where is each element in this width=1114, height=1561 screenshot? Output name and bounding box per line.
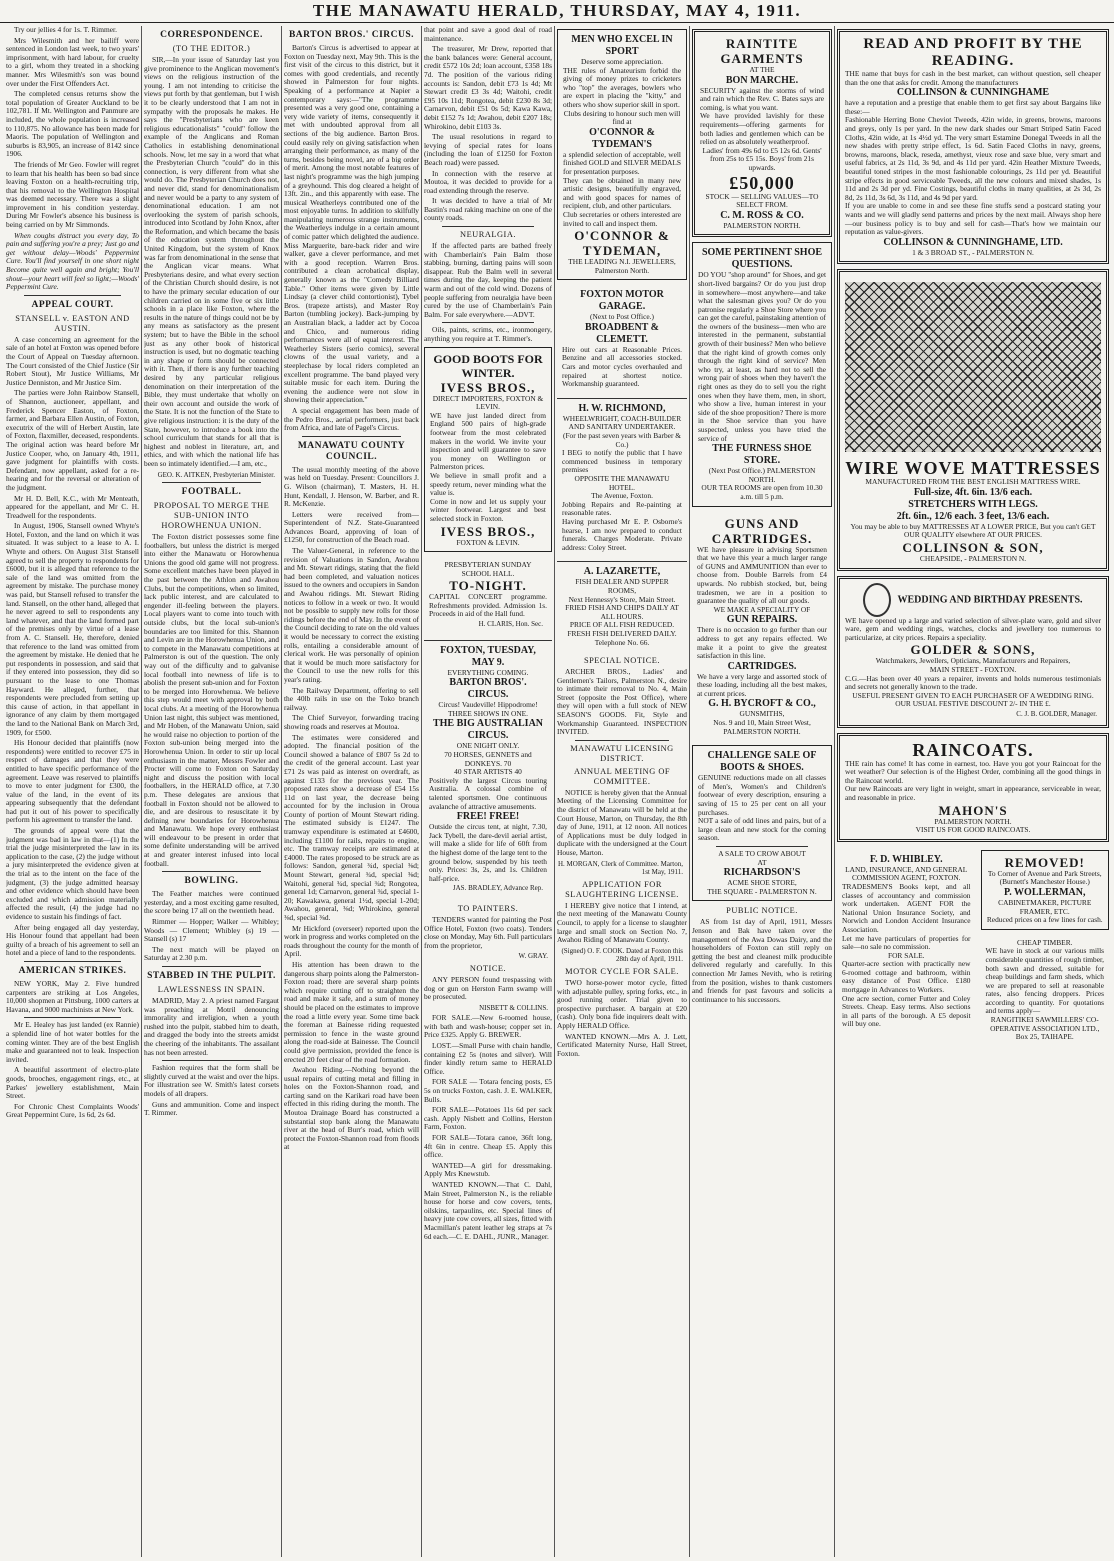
ad-subline: PRESBYTERIAN SUNDAY SCHOOL HALL. bbox=[444, 560, 532, 578]
ad-location: Next Hennessy's Store, Main Street. bbox=[568, 594, 676, 604]
ad-subline: Deserve some appreciation. bbox=[581, 57, 663, 66]
ad-body: There is no occasion to go further than our address to get any repairs effected. We make it a point to give the greatest satisfaction in this line. bbox=[697, 625, 827, 661]
ad-subline: WHEELWRIGHT, COACH-BUILDER AND SANITARY UNDERTAKER. bbox=[562, 413, 682, 432]
ad-wire-mattresses bbox=[837, 269, 1109, 570]
ad-firm: G. H. BYCROFT & CO., bbox=[708, 698, 816, 710]
article-paragraph: Mr Hickford (overseer) reported upon the work in progress and works completed on the roads throughout the county for the month of April. bbox=[284, 923, 419, 959]
ad-headline: CHALLENGE SALE OF BOOTS & SHOES. bbox=[707, 750, 817, 774]
ad-firm: THE FURNESS SHOE STORE. bbox=[712, 443, 812, 467]
ad-body: a splendid selection of acceptable, well finished GOLD and SILVER MEDALS for presentation purposes. bbox=[563, 149, 681, 176]
classified-signature: (Signed) O. F. COOK. Dated at Foxton this 28th day of April, 1911. bbox=[561, 946, 683, 964]
headline-appeal-court: APPEAL COURT. bbox=[31, 299, 114, 310]
classified: AS from 1st day of April, 1911, Messrs Jenson and Bak have taken over the management of the Awa Dowas Dairy, and the householders of Foxton can still reply on getting the best and cleanest milk producible delivered regularly and carefully. In this connection Mr James Nevith, who is retiring from the position, wishes to thank customers and friends for past favours and solicits a continuance to his successors. bbox=[692, 917, 832, 1004]
article-paragraph: Mr H. D. Bell, K.C., with Mr Menteath, appeared for the appellant, and Mr C. H. Treadwell for the respondents. bbox=[6, 493, 139, 520]
poem-ad: When coughs distract you every day, To pain and suffering you're a prey; Just go and get without delay—Woods' Peppermint Cure. You'll find yourself in one short night Become quite well again and bright; You'll shout—your heart will feel so light;—Woods' Peppermint Cure. bbox=[6, 230, 139, 292]
divider bbox=[302, 436, 401, 437]
ad-firm: MAHON'S bbox=[938, 802, 1008, 818]
ad-body: Outside the circus tent, at night, 7.30, Jack Tybell, the dare-devil aerial artist, will make a slide for life of 60ft from the highest dome of the large tent to the ground below, suspended by his teeth only. Prices: 3s, 2s, and 1s. Children half-price. bbox=[429, 822, 547, 883]
ad-body: Come in now and let us supply your winter footwear. Largest and best selected stock in Foxton. bbox=[430, 496, 546, 523]
ad-lazarette bbox=[557, 561, 687, 651]
divider bbox=[716, 846, 808, 847]
column-1 bbox=[6, 26, 139, 1557]
ad-body: TRADESMEN'S Books kept, and all classes of accountancy and commission work undertaken. AGENT FOR the National Union Insurance Society, and Norwich and London Accident Insurance Association. bbox=[842, 881, 971, 934]
article-paragraph: His attention has been drawn to the dangerous sharp points along the Palmerston-Foxton road; there are several sharp points which require cutting off to straighten the road and make it safe, and a sum of money should be placed on the estimates to improve the road a little every year. Some time back the foreman at Bainesse riding requested permission to fence in the waste ground along the road-side at Bainesse. The Council could give permission, provided the fence is erected 20 feet clear of the road formation. bbox=[284, 959, 419, 1064]
divider bbox=[162, 1060, 261, 1061]
ad-firm: RICHARDSON'S bbox=[723, 867, 801, 879]
article-paragraph: The next match will be played on Saturday at 2.30 p.m. bbox=[144, 944, 279, 963]
ad-subline: ONE NIGHT ONLY. bbox=[456, 741, 520, 751]
ad-firm: H. W. RICHMOND, bbox=[578, 402, 666, 414]
ad-firm: COLLINSON & CUNNINGHAME, LTD. bbox=[883, 236, 1063, 248]
article-paragraph: The usual monthly meeting of the above was held on Tuesday. Present: Councillors J. G. Wilson (chairman), T. Masters, H. H. Hunt, Kendall, J. Henson, W. Barber, and R. R. McKenzie. bbox=[284, 464, 419, 509]
ad-location: The Avenue, Foxton. bbox=[591, 491, 653, 501]
column-rule bbox=[281, 26, 282, 1557]
ad-body: PRICE OF ALL FISH REDUCED. bbox=[569, 620, 675, 630]
ad-location: (Next Post Office.) PALMERSTON NORTH. bbox=[708, 466, 816, 484]
divider bbox=[575, 740, 669, 741]
news-item: A beautiful assortment of electro-plate goods, brooches, engagement rings, etc., at Parkes' jewellery establishment, Main Street. bbox=[6, 1065, 139, 1101]
column-7 bbox=[837, 26, 1109, 1557]
news-item: Try our jellies 4 for 1s. T. Rimmer. bbox=[14, 26, 117, 34]
article-paragraph: The Feather matches were continued yesterday, and a most exciting game resulted, the score being 17 all on the twentieth head. bbox=[144, 889, 279, 916]
headline-correspondence: CORRESPONDENCE. bbox=[160, 30, 263, 40]
column-rule bbox=[834, 26, 835, 1557]
ad-headline: CARTRIDGES. bbox=[727, 660, 797, 672]
ad-firm: A. LAZARETTE, bbox=[583, 566, 661, 578]
ad-subline: Watchmakers, Jewellers, Opticians, Manufacturers and Repairers, bbox=[875, 656, 1071, 666]
ad-firm: GOLDER & SONS, bbox=[910, 642, 1036, 658]
classified-signature: H. MORGAN, Clerk of Committee. Marton, 1st May, 1911. bbox=[557, 859, 683, 877]
ad-furness-shoes bbox=[692, 242, 832, 506]
ad-subline: DIRECT IMPORTERS, FOXTON & LEVIN. bbox=[432, 393, 544, 412]
subheadline: ANNUAL MEETING OF COMMITTEE. bbox=[573, 766, 671, 786]
ad-headline: RAINTITE GARMENTS bbox=[720, 36, 804, 66]
ad-body: CAPITAL CONCERT programme. Refreshments provided. Admission 1s. Proceeds in aid of the Hall fund. bbox=[429, 592, 547, 619]
ad-headline: SOME PERTINENT SHOE QUESTIONS. bbox=[701, 247, 823, 271]
ad-body: You may be able to buy MATTRESSES AT A LOWER PRICE, But you can't GET OUR QUALITY elsewhere AT OUR PRICES. bbox=[850, 521, 1096, 540]
ad-stack bbox=[981, 847, 1110, 1051]
article-paragraph: MADRID, May 2. A priest named Fargaut was preaching at Motril denouncing immorality and irreligion, when a youth rushed into the pulpit, stabbed him to death, and dragged the body into the streets amidst the cheering of the inhabitants. The assailant has not been arrested. bbox=[144, 996, 279, 1057]
ad-location: FOXTON & LEVIN. bbox=[456, 537, 520, 547]
ad-subline: LAND, INSURANCE, AND GENERAL COMMISSION AGENT, FOXTON. bbox=[845, 864, 968, 883]
ad-headline: REMOVED! bbox=[1004, 854, 1085, 870]
ad-firm: BROADBENT & CLEMETT. bbox=[585, 321, 659, 345]
ad-mahons-raincoats bbox=[837, 733, 1109, 842]
ad-body: Having purchased Mr E. P. Osborne's hearse, I am now prepared to conduct funerals. Charges Moderate. Private address: Coley Street. bbox=[562, 516, 682, 552]
headline-special-notice: SPECIAL NOTICE. bbox=[583, 656, 661, 666]
ad-body: We believe in small profit and a speedy return, never minding what the value is. bbox=[430, 470, 546, 498]
divider bbox=[442, 226, 534, 227]
ad-headline: GOOD BOOTS FOR WINTER. bbox=[433, 351, 543, 380]
ad-ivess-boots bbox=[424, 347, 552, 553]
ad-subline: FISH DEALER AND SUPPER ROOMS, bbox=[575, 577, 669, 595]
column-rule bbox=[421, 26, 422, 1557]
ad-headline: READ AND PROFIT BY THE READING. bbox=[863, 36, 1083, 69]
ad-body: WE have opened up a large and varied selection of silver-plate ware, gold and silver ware, gem and wedding rings, watches, clocks and jewellery too numerous to particularize, at city prices. Repairs a speciality. bbox=[845, 615, 1101, 642]
classified: ANY PERSON found trespassing with dog or gun on Herston Farm swamp will be prosecuted. bbox=[424, 974, 552, 1002]
ad-prices: Ladies' from 49s 6d to £5 12s 6d. Gents' from 25s to £5 15s. Boys' from 21s upwards. bbox=[702, 145, 822, 172]
headline-stabbed: STABBED IN THE PULPIT. bbox=[147, 971, 276, 981]
ad-body: THE rain has come! It has come in earnest, too. Have you got your Raincoat for the wet weather? Our selection is of the Highest Order, combining all the good things in the Raincoat world. bbox=[845, 758, 1101, 785]
ad-subline: A SALE TO CROW ABOUT bbox=[718, 849, 806, 858]
ad-body: DO YOU "shop around" for Shoes, and get short-lived bargains? Or do you just drop in somewhere—most anywhere—and take what the salesman gives you? Or do you patronise regularly a Shoe Store where you can get the careful, painstaking attention of the owners of the business—men who are interested in the permanent, substantial growth of their business? Men who believe that the right kind of growth comes only through the right kind of service? Men who try, at least, as hard not to sell the wrong pair of shoes when they haven't the right ones as they do to sell you the right ones when they have them, men, in short, who show a live, human interest in your side of the shoe proposition? There is more in the Shoe service than you have suspected, unless you have tried the service of bbox=[698, 270, 826, 443]
article-paragraph: A special engagement has been made of the Pedro Bros., aerial performers, just back from Africa, and late of Pagel's Circus. bbox=[284, 405, 419, 433]
ad-body: Circus! Vaudeville! Hippodrome! THREE SHOWS IN ONE. bbox=[438, 700, 538, 718]
column-rule bbox=[689, 26, 690, 1557]
ad-location: CHEAPSIDE, - PALMERSTON N. bbox=[919, 554, 1027, 564]
ad-headline: FOXTON, TUESDAY, MAY 9. bbox=[440, 644, 536, 668]
letter-signature: GEO. K. AITKEN, Presbyterian Minister. bbox=[157, 470, 275, 479]
ad-headline: THE BIG AUSTRALIAN CIRCUS. bbox=[432, 718, 544, 742]
headline-bowling: BOWLING. bbox=[184, 876, 239, 887]
ad-body: WE have in stock at our various mills considerable quantities of rough timber, both sawn and dressed, suitable for cheap buildings and farm sheds, which we are prepared to sell at reasonable rates, also fencing droppers. Prices according to quantity. For quotations and terms apply— bbox=[985, 946, 1104, 1016]
classified: WANTED—A girl for dressmaking. Apply Mrs Knewstub. bbox=[424, 1160, 552, 1179]
article-paragraph: The usual resolutions in regard to levying of special rates for loans (including the loan of £1250 for Foxton Beach road) were passed. bbox=[424, 132, 552, 167]
ad-firm: RANGITIKEI SAWMILLERS' CO-OPERATIVE ASSOCIATION LTD., Box 25, TAIHAPE. bbox=[990, 1015, 1100, 1042]
news-item: The completed census returns show the total population of Greater Auckland to be 102,781. If Mt. Wellington and Panmure are included, the whole population is increased to 110,875. No allowance has been made for Maoris. The population of Wellington and suburbs is 83,905, an increase of 8142 since 1906. bbox=[6, 89, 139, 159]
ad-headline bbox=[845, 583, 1101, 617]
headline-county-council: MANAWATU COUNTY COUNCIL. bbox=[297, 440, 406, 462]
ad-body: 40 STAR ARTISTS 40 bbox=[454, 767, 522, 777]
ad-headline: CHEAP TIMBER. bbox=[1017, 937, 1073, 947]
article-paragraph: In connection with the reserve at Moutoa, it was decided to provide for a road extending through the reserve. bbox=[424, 168, 552, 195]
ad-motor-garage bbox=[557, 285, 687, 393]
ad-price: 2ft. 6in., 12/6 each. 3 feet, 13/6 each. bbox=[896, 510, 1050, 522]
news-item: Fashion requires that the form shall be slightly curved at the waist and over the hips. For illustration see W. Smith's latest corsets models of all drapers. bbox=[144, 1063, 279, 1098]
ad-subline: AT THE bbox=[749, 65, 775, 74]
ad-circus bbox=[424, 640, 552, 899]
ad-body: SECURITY against the storms of wind and rain which the Rev. C. Bates says are coming, is what you want. bbox=[700, 85, 824, 112]
ad-subline: STOCK — SELLING VALUES—TO SELECT FROM. bbox=[705, 191, 819, 210]
article-paragraph: In August, 1906, Stansell owned Whyte's Hotel, Foxton, and the land on which it was situated. It was subject to a lease to A. I. Whyte and others. On August 31st Stansell agreed to sell the property to respondents for £6000, but it is alleged that reference to the sale of the land was omitted from the agreement by mistake. The purchase money was paid, but Stansell refused to transfer the land. Stansell, on the other hand, alleged that he never agreed to sell to respondents any land whatever, and that the land formed part of the premises only by virtue of a lease from A. C. Stansell. He, therefore, denied that reference to the land was omitted from the agreement by mistake. He denied that he put respondents in possession, and said that if they entered into possession, they did so pursuant to the lease to one Thomas Hayward. He alleged, further, that respondents were precluded from setting up this cause of action, in that appellant in ignorance of any claim by them mortgaged the land to the National Bank on March 3rd, 1909, for £500. bbox=[6, 521, 139, 737]
news-item: Oils, paints, scrims, etc., ironmongery, anything you require at T. Rimmer's. bbox=[424, 325, 552, 343]
column-6 bbox=[692, 26, 832, 1557]
article-paragraph: that point and save a good deal of road maintenance. bbox=[424, 26, 552, 43]
headline-neuralgia: NEURALGIA. bbox=[460, 230, 516, 240]
ad-headline-text: WEDDING AND BIRTHDAY PRESENTS. bbox=[897, 593, 1083, 605]
ad-body: GENUINE reductions made on all classes of Men's, Women's and Children's footwear of every description, ensuring a saving of 15 to 25 per cent on all your purchases. bbox=[698, 773, 826, 817]
ad-body: 70 HORSES, GENNETS and DONKEYS. 70 bbox=[444, 750, 532, 768]
ad-raintite bbox=[692, 29, 832, 237]
headline-licensing: MANAWATU LICENSING DISTRICT. bbox=[570, 743, 674, 763]
article-paragraph: Barton's Circus is advertised to appear at Foxton on Tuesday next, May 9th. This is the first visit of the circus to this district, but it comes with good credentials, and recently showed in Palmerston for four nights. Speaking of a performance at Napier a contemporary says:—"The programme presented was a very good one, containing a very wide variety of items, consequently it met with undoubted approval from all sections of the big audience. Barton Bros. could easily rely on giving satisfaction when arranging their performance, as many of the turns, besides being novel, are of a big order of merit. Among the most notable features of last night's programme was the high jumping of a greyhound. This dog cleared a height of 13ft. 2in., and this apparently with ease. The musical Weatherleys contributed one of the most enjoyable turns. In addition to skilfully manipulating numerous strange instruments, the Weatherleys indulge in a certain amount of comic patter which delighted the audience. Miss Marguerite, bare-back rider and wire walker, gave a clever performance, and met with a good reception. Warren Bros. contributed a clean acrobatical display, generally known as the "Comedy Billiard Table." Other items were given by Little Lindsay (a clever child contortionist), Tybel Bros. (trapeze artists), and Master Roy Barton (tumbling jockey). Back-jumping by an Australian black, a ladder act by Cocoa and Chico, and numerous riding performances were all of equal interest. The Weatherley Sisters (serio comics), several clowns of the usual variety, and a steeplechase by local riders completed an excellent programme. The band played very suitable music for each item. During the evening the audience were not slow in showing their appreciation." bbox=[284, 43, 419, 405]
headline-american-strikes: AMERICAN STRIKES. bbox=[18, 965, 127, 976]
article-paragraph: The Chief Surveyor, forwarding tracing showing roads and reserves at Moutoa. bbox=[284, 713, 419, 731]
ad-subline: FOR SALE. bbox=[887, 950, 925, 960]
classified: LOST.—Small Purse with chain handle, containing £2 5s (notes and silver). Will finder kindly return same to HERALD Office. bbox=[424, 1041, 552, 1076]
ad-location: Palmerston North. bbox=[594, 265, 650, 275]
ad-body: OUR TEA ROOMS are open from 10.30 a.m. till 5 p.m. bbox=[701, 483, 823, 501]
ad-body: Hire out cars at Reasonable Prices. Benzine and all accessories stocked. Cars and motor cycles overhauled and repaired at shortest notice. Workmanship guaranteed. bbox=[562, 344, 682, 389]
ad-body: THE rules of Amateurism forbid the giving of money prizes to cricketers who "top" the averages, bowlers who are expert in placing the "kitty," and others who show superior skill in sport. bbox=[563, 65, 681, 109]
ad-subline: AT bbox=[757, 857, 767, 867]
classified: FOR SALE—Potatoes 11s 6d per sack cash. Apply Nisbett and Collins, Herston Farm, Foxton. bbox=[424, 1105, 552, 1132]
headline-public-notice: PUBLIC NOTICE. bbox=[726, 906, 798, 916]
ad-firm: COLLINSON & SON, bbox=[902, 540, 1044, 556]
ad-bycroft-guns bbox=[692, 512, 832, 741]
article-paragraph: Awahou Riding.—Nothing beyond the usual repairs of cutting metal and filling in holes on the Foxton-Shannon road, and carting sand on the Karikari road have been effected in this riding during the month. The Moutoa Drainage Board has constructed a substantial stop bank along the Manawatu river at the head of Burr's road, which will protect the Foxton-Shannon road from floods at bbox=[284, 1065, 419, 1152]
ad-headline: STRETCHERS WITH LEGS. bbox=[908, 498, 1038, 510]
classified: I HEREBY give notice that I intend, at the next meeting of the Manawatu County Council, to apply for a license to slaughter large and small stock on Section No. 7, Awahou Riding of Manawatu County. bbox=[557, 900, 687, 945]
ad-body: Our new Raincoats are very light in weight, smart in appearance, serviceable in wear, and reasonable in price. bbox=[845, 784, 1101, 802]
ad-body: (For the past seven years with Barber & Co.) bbox=[562, 431, 681, 449]
classified: FOR SALE — Totara fencing posts, £5 5s on trucks Foxton, cash. J. E. WALKER, Bulls. bbox=[424, 1077, 552, 1104]
ad-body: Quarter-acre section with practically new 6-roomed cottage and bathroom, within easy distance of Post Office. £180 mortgage in Advances to Workers. bbox=[842, 959, 971, 995]
ad-body: NOT a sale of odd lines and pairs, but of a large clean and new stock for the coming season. bbox=[698, 816, 826, 843]
divider bbox=[24, 295, 121, 296]
ad-subline: GUNSMITHS, bbox=[739, 709, 785, 719]
ad-subline: WE MAKE A SPECIALITY OF bbox=[713, 604, 811, 614]
ad-body: have a reputation and a prestige that enable them to get first say about Bargains like these:— bbox=[845, 98, 1101, 116]
ad-headline: WIRE WOVE MATTRESSES bbox=[845, 458, 1101, 479]
article-paragraph: A case concerning an agreement for the sale of an hotel at Foxton was opened before the Court of Appeal on Tuesday afternoon. The Court consisted of the Chief Justice (Sir Robert Stout), Mr Justice Williams, Mr Justice Denniston, and Mr Justice Sim. bbox=[6, 334, 139, 387]
divider bbox=[24, 1017, 121, 1018]
divider bbox=[442, 322, 534, 323]
ad-price: Full-size, 4ft. 6in. 13/6 each. bbox=[913, 486, 1033, 498]
column-4 bbox=[424, 26, 552, 1557]
ad-signature: C. J. B. GOLDER, Manager. bbox=[1016, 710, 1097, 718]
ad-concert bbox=[424, 557, 552, 635]
subheadline: LAWLESSNESS IN SPAIN. bbox=[157, 985, 266, 994]
classified: NOTICE is hereby given that the Annual Meeting of the Licensing Committee for the district of Manawatu will be held at the Court House, Marton, on Thursday, the 8th day of June, 1911, at 12 noon. All notices of Applications must be duly lodged in duplicate with the undersigned at the Court House, Marton. bbox=[557, 787, 687, 857]
ad-body: Telephone No. 66. bbox=[594, 637, 650, 647]
classified: FOR SALE.—New 6-roomed house, with bath and wash-house; copper set in. Price £325. Apply G. BREWER. bbox=[424, 1013, 552, 1040]
ad-body: Let me have particulars of properties for sale—no sale no commission. bbox=[842, 933, 971, 952]
ad-body: One acre section, corner Futter and Coley Streets. Cheap. Easy terms. Also sections in all parts of the borough. A £5 deposit will buy one. bbox=[842, 993, 971, 1029]
ad-oconnor-tydeman bbox=[557, 29, 687, 280]
ad-body: If you are unable to come in and see these fine stuffs send a postcard stating your wants and we will gladly send patterns and prices by the next mail. Always shop here—our business policy is to buy and sell for cash—That's how we maintain our reputation as value-givers. bbox=[845, 201, 1101, 237]
letter-body: SIR,—In your issue of Saturday last you give prominence to the Anglican movement's views on the religious instruction of the young. I am not intending to criticise the views put forth by that gentleman, but I wish it to be clearly understood that I am not in sympathy with the proposals he makes. He says the "Presbyterians who are keen religious educationalists" "could" follow the example of the Anglicans and Roman Catholics in establishing denominational schools. Now, let me say in a word that what the Presbyterian Church "could" do in this connection, is very different from what she would do. The Presbyterian Church does not, and never did, stand for denominationalism and never would be a party to any system of denominational education. I am not overlooking the system of parish schools, introduced into Scotland by John Knox, after the Reformation, and which became the basis of the education system throughout the United Kingdom, but the system of Knox was far from denominational in the sense that the Anglican vicar means. What Presbyterians desire, and what every section of the Christian Church should desire, is not to have the primary secular education of our children carried on in some five or six little schools in a place like Foxton, where the results in the nature of things could not be by any means as satisfactory as the present system; but to have the Bible in the school just as any other book of historical instruction is used, but no dogmatic teaching in any shape or form should be connected with it. Then, if there is any further teaching desired by any particular religious denomination on their interpretation of the Bible, they must undertake that wholly on their own account and outside the work of the State. It is not the function of the State to give religious instruction: it is the duty of the State, however, to introduce a book into the school curriculum that stands for all that is highest and noblest in literature, art, and ethics, and with which the national life has been so intimately identified.—I am, etc., bbox=[144, 55, 279, 468]
ad-challenge-sale bbox=[692, 745, 832, 901]
ad-body: Reduced prices on a few lines for cash. bbox=[986, 915, 1103, 925]
ad-body: WE have pleasure in advising Sportsmen that we have this year a much larger range of GUNS and AMMUNITION than ever to choose from. Double Barrels from £4 upwards. No rubbish stocked, but, being tradesmen, we are in a position to guarantee the quality of all our goods. bbox=[697, 544, 827, 606]
column-5 bbox=[557, 26, 687, 1557]
ad-subline: ACME SHOE STORE, bbox=[727, 878, 797, 888]
column-rule bbox=[141, 26, 142, 1557]
article-paragraph: The estimates were considered and adopted. The financial position of the Council showed a balance of £807 5s 2d to the credit of the general account. Last year £71 2s was paid as interest on overdraft, as against £133 for the previous year. The proposed rates show a decrease of £54 15s 11d on last year, the decrease being accounted for by the inclusion in Oroua County of portion of Mount Stewart riding. The estimated subsidy is £1247. The tramway expenditure is estimated at £4600, including £1100 for rails, repairs to engine, etc. The tramway receipts are estimated at £4000. The rates proposed to be struck are as follows: Sandon, general ¾d, special ⅜d; Mount Stewart, general ¾d, special ⅜d; Waitohi, general ¾d, special ¾d; Rongotea, general 1d; Carnarvon, general ¾d, special 1-20; Kawakawa, general 1½d, special 1-20d; Awahou, general, ⅜d; Whirokino, general ⅜d, special ⅜d. bbox=[284, 732, 419, 922]
ad-body: Club secretaries or others interested are invited to call and inspect them. bbox=[563, 209, 681, 228]
ad-cheap-timber bbox=[981, 935, 1110, 1046]
subheadline: (TO THE EDITOR.) bbox=[172, 44, 251, 53]
ad-body: Positively the largest Circus touring Australia. A colossal combine of talented sportsmen. One continuous avalanche of attractive amusements. bbox=[429, 775, 547, 811]
column-2 bbox=[144, 26, 279, 1557]
ad-wollerman bbox=[981, 850, 1110, 930]
ad-firm: F. D. WHIBLEY. bbox=[869, 853, 943, 865]
ad-headline: FREE! FREE! bbox=[456, 811, 520, 823]
ad-body: They can be obtained in many new artistic designs, beautifully engraved, and with good spaces for names of recipient, club, and other particulars. bbox=[563, 175, 681, 211]
ad-location: 1 & 3 BROAD ST., - PALMERSTON N. bbox=[912, 247, 1034, 257]
classified: WANTED KNOWN.—Mrs A. J. Lett, Certificated Maternity Nurse, Hall Street, Foxton. bbox=[557, 1031, 687, 1058]
ad-body: OUR USUAL FESTIVE DISCOUNT 2/- IN THE £. bbox=[895, 699, 1051, 709]
article-paragraph: The Foxton district possesses some fine footballers, but unless the district is merged into either the Manawatu or Horowhenua Unions the good old game will not progress. Some excellent matches have been played in the past between the Athlon and Awahou Clubs, but the competitions, when so limited, lack public interest, and are calculated to engender ill-feeling between the players. Local players want to come into touch with outside clubs, but the local sub-union's boundaries are too limited for this. Shannon and Levin are in the Horowhenua Union, and to compete in the Manawatu competitions at Palmerston is out of the question. The only way out of the difficulty and to galvanise local football into newness of life is to abolish the present sub-union and for Foxton to be merged into Horowhenua. We believe this step would meet with approval by both local clubs. At a meeting of the Horowhenua Union last night, this subject was mentioned, and Mr Hoben, of the Manawatu Union, said he would raise no objection to portion of the Foxton sub-union being merged into the Horowhenua Union. In order to stir up local enthusiasm in the matter, Messrs Fowler and Procter will come to Foxton on Saturday night and discuss the position with local footballers, in the HERALD office, at 7.30 p.m. These delegates are anxious that football in Foxton should not be allowed to die, and are desirous to resuscitate it by defining new boundaries for Horowhenua and Manawatu. We hope every enthusiast will endeavour to be present in order that some definite understanding will be arrived at and greater interest infused into local football. bbox=[144, 532, 279, 868]
masthead: THE MANAWATU HERALD, THURSDAY, MAY 4, 1911. bbox=[0, 0, 1114, 23]
ad-body: THE name that buys for cash in the best market, can without question, sell cheaper than the one that asks for credit. Among the manufacturers bbox=[845, 69, 1101, 87]
ad-tagline: THE LEADING N.I. JEWELLERS, bbox=[568, 257, 676, 267]
headline-motor-cycle: MOTOR CYCLE FOR SALE. bbox=[565, 966, 679, 976]
article-paragraph: It was decided to have a trial of Mr Bastin's road raking machine on one of the county roads. bbox=[424, 196, 552, 223]
headline-painters: TO PAINTERS. bbox=[457, 903, 519, 913]
ad-collinson-cunninghame bbox=[837, 29, 1109, 264]
headline-circus: BARTON BROS.' CIRCUS. bbox=[288, 30, 415, 40]
news-item: For Chronic Chest Complaints Woods' Great Peppermint Cure, 1s 6d, 2s 6d. bbox=[6, 1101, 139, 1120]
article-paragraph: NEW YORK, May 2. Five hundred carpenters are striking at Los Angeles, 10,000 shopmen at Pittsburg, 1000 carters at Havana, and 9000 machinists at New York. bbox=[6, 978, 139, 1014]
ad-location: THE SQUARE - PALMERSTON N. bbox=[707, 886, 817, 896]
ad-tagline: VISIT US FOR GOOD RAINCOATS. bbox=[915, 825, 1031, 835]
ad-headline: GUNS AND CARTRIDGES. bbox=[711, 515, 813, 546]
classified: TENDERS wanted for painting the Post Office Hotel, Foxton (two coats). Tenders close on Monday, May 6th. Full particulars from the proprietor, bbox=[424, 914, 552, 950]
article-paragraph: If the affected parts are bathed freely with Chamberlain's Pain Balm those stabbing, burning, darting pains will soon disappear. Rub the Balm well in several times during the day, keeping the patient warm and out of the cold wind. Dozens of people suffering from neuralgia have been cured by the use of Chamberlain's Pain Balm. For sale everywhere.—ADVT. bbox=[424, 241, 552, 319]
column-rule bbox=[554, 26, 555, 1557]
ad-body: Jobbing Repairs and Re-painting at reasonable rates. bbox=[562, 499, 682, 518]
pocket-watch-icon bbox=[863, 583, 891, 617]
ad-row bbox=[837, 847, 1109, 1051]
classified: TWO horse-power motor cycle, fitted with adjustable pulley, spring forks, etc., in good running order. Trial given to prospective purchaser. A bargain at £20 (cash). Only bona fide inquirers dealt with. Apply HERALD Office. bbox=[557, 977, 687, 1030]
news-item: Mrs Wilesmith and her bailiff were sentenced in London last week, to two years' imprisonment, with hard labour, for cruelty to a girl, whom they treated in a shocking manner. Mrs Wilesmith's son was bound over under the First Offenders Act. bbox=[6, 35, 139, 88]
article-paragraph: His Honour decided that plaintiffs (now respondents) were entitled to recover £75 in respect of damages and that they were entitled to have specific performance of the agreement. Leave was reserved to plaintiffs to move to enter judgment for £300, the value of the land, in the event of its appearing subsequently that the defendant had put it out of his power to specifically perform his agreement to transfer the land. bbox=[6, 738, 139, 825]
ad-headline: TO-NIGHT. bbox=[449, 578, 527, 594]
ad-signature: H. CLARIS, Hon. Sec. bbox=[478, 620, 543, 629]
news-item: Mr E. Healey has just landed (ex Rannie) a splendid line of hot water bottles for the coming winter. They are of the best English make and guaranteed not to leak. Inspection invited. bbox=[6, 1020, 139, 1064]
ad-subline: CABINETMAKER, PICTURE FRAMER, ETC. bbox=[998, 897, 1092, 916]
ad-firm: C. M. ROSS & CO. bbox=[720, 209, 804, 221]
article-paragraph: The treasurer, Mr Drew, reported that the bank balances were: General account, credit £572 10s 2d; loan account, £358 18s 7d. The position of the various riding accounts is: Sandon, debit £73 1s 4d; Mt Stewart credit £3 3s 4d; Waitohi, credit £95 10s 11d; Rongotea, debit £230 8s 3d; Carnarvon, debit £51 0s 5d; Kawa Kawa, debit £152 7s 1d; Awahou, debit £207 18s; Whirokino, debit £103 3s. bbox=[424, 44, 552, 131]
ad-body: Clubs desiring to honour such men will find at bbox=[563, 108, 681, 127]
ad-subline: EVERYTHING COMING. bbox=[447, 667, 529, 677]
ad-location: PALMERSTON NORTH. bbox=[723, 220, 801, 230]
ad-firm: IVESS BROS., bbox=[440, 379, 536, 395]
ad-headline: RAINCOATS. bbox=[912, 739, 1034, 760]
ad-body: C.G.—Has been over 40 years a repairer, invents and holds numerous testimonials and secrets not generally known to the trade. bbox=[845, 673, 1101, 692]
ad-firm: BON MARCHE. bbox=[725, 74, 799, 86]
ad-firm: COLLINSON & CUNNINGHAME bbox=[896, 87, 1050, 99]
divider bbox=[24, 961, 121, 962]
classified: FOR SALE—Totara canoe, 36ft long, 4ft 6in in centre. Cheap £5. Apply this office. bbox=[424, 1133, 552, 1160]
ad-body: OPPOSITE THE MANAWATU HOTEL. bbox=[574, 474, 670, 492]
ad-body: FRESH FISH DELIVERED DAILY. bbox=[567, 628, 677, 638]
article-paragraph: The Railway Department, offering to sell the 40lb rails in use on the Toko branch railway. bbox=[284, 685, 419, 712]
ad-location: Nos. 9 and 10, Main Street West, PALMERSTON NORTH. bbox=[713, 718, 811, 736]
ad-whibley bbox=[837, 850, 976, 1046]
ad-signature: JAS. BRADLEY, Advance Rep. bbox=[452, 884, 543, 893]
ad-stock-value: £50,000 bbox=[729, 172, 795, 193]
score-table: Rimmer — Hopper; Walker — Whibley; Woods — Clement; Whibley (s) 19 — Stansell (s) 17 bbox=[144, 917, 279, 944]
ad-body: FRIED FISH AND CHIPS DAILY AT ALL HOURS. bbox=[565, 603, 679, 621]
classified: ARCHER BROS., Ladies' and Gentlemen's Tailors, Palmerston N., desire to intimate their removal to No. 4, Main Street (opposite the Post Office), where they will open with a full stock of NEW SEASON'S GOODS. Fit, Style and Workmanship Guaranteed. INSPECTION INVITED. bbox=[557, 667, 687, 737]
ad-body: We have a very large and assorted stock of these loading, including all the best makes, at current prices. bbox=[697, 671, 827, 698]
article-paragraph: The parties were John Rainbow Stansell, of Shannon, auctioneer, appellant, and Frederick Spencer Easton, of Foxton, farmer, and Barbara Ellen Austin, of Foxton, executrix of the will of Herbert Austin, late of Foxton, flaxmiller, deceased, respondents. The original action was heard before Mr Justice Cooper, who, on January 4th, 1911, gave judgment for plaintiffs with costs. Defendant, now appellant, asked for a re-hearing and for the reversal or alteration of the judgment. bbox=[6, 388, 139, 492]
headline-notice: NOTICE. bbox=[469, 963, 507, 973]
ad-firm: P. WOLLERMAN, bbox=[1004, 886, 1086, 898]
ad-body: WE have just landed direct from England 500 pairs of high-grade footwear from the most celebrated makers in the world. We invite your inspection and will guarantee to save you money on Wellington or Palmerston prices. bbox=[430, 410, 546, 472]
headline-slaughter: APPLICATION FOR SLAUGHTERING LICENSE. bbox=[565, 879, 679, 899]
ad-golder-sons bbox=[837, 576, 1109, 728]
divider bbox=[162, 482, 261, 483]
headline-football: FOOTBALL. bbox=[181, 487, 242, 498]
article-paragraph: The Valuer-General, in reference to the revision of Valuations in Sandon, Awahou and Mt. Stewart ridings, stating that the field had been completed, and valuation notices issued to the owners and occupiers in Sandon and Awahou ridings. Mt. Stewart Riding notices to follow in a week or two. It would not be possible to supply new rolls for those ridings before the end of May. In the event of the Council deciding to rate on the old values it would be necessary to correct the existing rolls, entailing a considerable amount of clerical work. He was personally of opinion that it would be much more satisfactory for the Council to use the new rolls for this year's rating. bbox=[284, 546, 419, 684]
ad-firm: IVESS BROS., bbox=[440, 523, 536, 539]
ad-body: To Corner of Avenue and Park Streets, (Burnett's Manchester House.) bbox=[987, 868, 1102, 887]
article-paragraph: After being engaged all day yesterday, His Honour found that appellant had been guilty of a breach of his agreement to sell an hotel and a piece of land to the respondents. bbox=[6, 922, 139, 958]
article-paragraph: The grounds of appeal were that the judgment was bad in law in that—(1) In the trial the judge misinterpreted the law in its application to the case, (2) the judge without a jury misinterpreted the evidence given at the trial as to the intent on the face of the judgment, (3) the judge admitted hearsay and other evidence which should have been excluded and which admission materially affected the result, (4) the judge had no evidence to sustain his findings of fact. bbox=[6, 826, 139, 921]
classified: WANTED KNOWN.—That C. Dahl, Main Street, Palmerston N., is the reliable house for horse and cow covers, tents, oilskins, tarpaulins, etc. Special lines of heavy jute cow covers, all sizes, fitted with Macmillan's patent leather leg straps at 7s 6d each.—C. E. DAHL, JUNR., Manager. bbox=[424, 1179, 552, 1241]
ad-headline: FOXTON MOTOR GARAGE. bbox=[580, 289, 664, 313]
wire-mesh-illustration bbox=[845, 282, 1101, 452]
classified-signature: W. GRAY. bbox=[518, 952, 548, 961]
ad-body: We have provided lavishly for these requirements—offering garments for both ladies and gentlemen which can be relied on as absolutely weatherproof. bbox=[700, 111, 824, 147]
divider bbox=[162, 966, 261, 967]
ad-subline: MANUFACTURED FROM THE BEST ENGLISH MATTRESS WIRE. bbox=[865, 477, 1081, 487]
classified-signature: NISBETT & COLLINS. bbox=[479, 1003, 548, 1012]
ad-subline: (Next to Post Office.) bbox=[590, 312, 654, 322]
ad-location: MAIN STREET - FOXTON. bbox=[929, 665, 1017, 675]
subheadline: STANSELL v. EASTON AND AUSTIN. bbox=[15, 313, 130, 333]
ad-body: Fashionable Herring Bone Cheviot Tweeds, 42in wide, in greens, browns, maroons and greys, only 1s per yard. In the new dark shades our Smart Striped Satin Faced Cloths, 42in wide, at 1s 4½d yd. The very smart Estamine Donegal Tweeds in all the new shades with pretty stripe effect, 1s 6d. Satin Faced Cloths in navy, greens, browns, maroons, black, reseda, amethyst, vieux rose and saxe blue, very smart and useful fabrics, at 2s 11d, 3s 9d, and 4s 11d per yard. 42in Heather Mixture Tweeds, beautiful toned stripes in the most fashionable colourings, 2s 11d per yd. Beautiful stripe effects in good serviceable Tweeds, all the new colours and mixed shades, 1s 11d and 2s 3d per yd. Fine Costings, beautiful cloths in many qualities, at 2s 3d, 2s 8d, 2s 11d, 3s 6d, 3s 11d, and 4s 9d per yard. bbox=[845, 115, 1101, 202]
ad-richmond bbox=[557, 398, 687, 557]
ad-location: PALMERSTON NORTH. bbox=[934, 816, 1012, 826]
news-item: The friends of Mr Geo. Fowler will regret to learn that his health has been so bad since leaving Foxton on a health-recruiting trip, that his removal to the Wellington Hospital was deemed necessary. There was a slight improvement in his condition yesterday. During Mr Fowler's absence his business is being carried on by Mr Simmonds. bbox=[6, 159, 139, 230]
ad-body: USEFUL PRESENT GIVEN TO EACH PURCHASER OF A WEDDING RING. bbox=[852, 690, 1094, 700]
column-3 bbox=[284, 26, 419, 1557]
news-item: Guns and ammunition. Come and inspect T. Rimmer. bbox=[144, 1099, 279, 1118]
ad-headline: GUN REPAIRS. bbox=[726, 614, 798, 626]
ad-body: I BEG to notify the public that I have commenced business in temporary premises bbox=[562, 448, 682, 475]
ad-headline: MEN WHO EXCEL IN SPORT bbox=[571, 34, 673, 57]
divider bbox=[162, 871, 261, 872]
subheadline: PROPOSAL TO MERGE THE SUB-UNION INTO HOROWHENUA UNION. bbox=[153, 501, 270, 531]
ad-firm: O'CONNOR & TYDEMAN'S bbox=[589, 126, 655, 150]
article-paragraph: Letters were received from—Superintendent of N.Z. State-Guaranteed Advances Board, approving of loan of £1250, for construction of the Beach road. bbox=[284, 509, 419, 545]
ad-firm: O'CONNOR & TYDEMAN, bbox=[574, 228, 670, 259]
ad-firm: BARTON BROS'. CIRCUS. bbox=[449, 677, 527, 701]
